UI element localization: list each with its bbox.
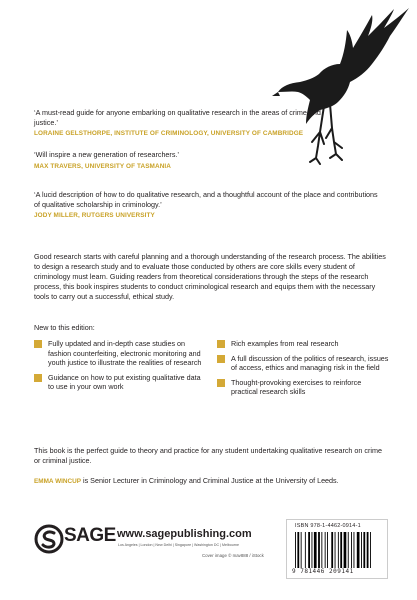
crow-illustration — [272, 6, 412, 166]
barcode-bar — [308, 532, 310, 568]
feature-text: Fully updated and in-depth case studies on fashion counterfeiting, electronic monitoring and youth justice to illustrate the realities of research — [48, 339, 202, 368]
cover-image-credit: Cover image © mav888 / iStock — [202, 553, 264, 558]
feature-text: Rich examples from real research — [231, 339, 339, 348]
feature-item — [217, 354, 389, 373]
barcode-bar — [367, 532, 369, 568]
publisher-website[interactable]: www.sagepublishing.com — [117, 528, 252, 540]
review-quote-1 — [34, 108, 334, 139]
feature-text: Guidance on how to put existing qualitative data to use in your own work — [48, 372, 201, 392]
bullet-square-icon — [217, 379, 225, 387]
barcode-bar — [338, 532, 339, 568]
feature-item — [34, 339, 206, 368]
barcode-bar — [335, 532, 336, 568]
barcode-bar — [344, 532, 347, 568]
barcode-bar — [295, 532, 296, 568]
barcode-bar — [312, 532, 313, 568]
bullet-square-icon — [34, 340, 42, 348]
quote-text: ‘A lucid description of how to do qualitative research, and a thoughtful account of the place and contributions of qualitative scholarship in criminology.’ — [34, 190, 378, 209]
barcode-bar — [314, 532, 317, 568]
feature-item — [217, 378, 389, 397]
barcode-bar — [363, 532, 365, 568]
barcode-bar — [351, 532, 352, 568]
bullet-square-icon — [217, 355, 225, 363]
feature-text: Thought-provoking exercises to reinforce practical research skills — [231, 377, 362, 397]
barcode-bar — [354, 532, 355, 568]
barcode-bar — [301, 532, 302, 568]
quote-attribution: LORAINE GELSTHORPE, INSTITUTE OF CRIMINOLOGY, UNIVERSITY OF CAMBRIDGE — [34, 130, 304, 138]
new-to-edition-heading: New to this edition: — [34, 323, 95, 332]
barcode-bar — [357, 532, 360, 568]
review-quote-2 — [34, 150, 334, 171]
review-quote-3 — [34, 190, 379, 221]
barcode-bar — [327, 532, 328, 568]
barcode-bar — [318, 532, 320, 568]
barcode-bar — [340, 532, 342, 568]
book-description: Good research starts with careful planning and a thorough understanding of the research process. The abilities to design a research study and to evaluate those conducted by others are core skills every student of criminology must learn. Guiding readers from theoretical considerations through the steps of the research process, this book inspires students to conduct criminological research and equips them with the necessary tools to carry out a successful, ethical study. — [34, 252, 386, 301]
barcode-bar — [325, 532, 326, 568]
quote-attribution: MAX TRAVERS, UNIVERSITY OF TASMANIA — [34, 162, 171, 170]
barcode-bar — [305, 532, 306, 568]
quote-attribution: JODY MILLER, RUTGERS UNIVERSITY — [34, 212, 155, 220]
bullet-square-icon — [217, 340, 225, 348]
sage-logo-icon — [34, 524, 64, 554]
feature-text: A full discussion of the politics of research, issues of access, ethics and managing risk in the field — [231, 353, 389, 373]
feature-column-left — [34, 339, 206, 402]
barcode-bar — [348, 532, 349, 568]
feature-item — [34, 373, 206, 392]
feature-item — [217, 339, 389, 349]
quote-text: ‘A must-read guide for anyone embarking on qualitative research in the areas of crime and justice.’ — [34, 108, 321, 127]
barcode-bar — [297, 532, 299, 568]
author-bio-text: is Senior Lecturer in Criminology and Criminal Justice at the University of Leeds. — [80, 476, 339, 485]
quote-text: ‘Will inspire a new generation of researchers.’ — [34, 150, 180, 159]
isbn-text: ISBN 978-1-4462-0914-1 — [295, 523, 361, 529]
feature-column-right — [217, 339, 389, 402]
isbn-barcode — [286, 519, 388, 579]
barcode-digits: 9 781446 209141 — [292, 568, 354, 575]
publisher-name: SAGE — [64, 525, 116, 546]
closing-statement: This book is the perfect guide to theory and practice for any student undertaking qualitative research on crime or criminal justice. — [34, 446, 382, 465]
barcode-bar — [370, 532, 371, 568]
feature-list — [34, 339, 389, 402]
barcode-bar — [331, 532, 333, 568]
bullet-square-icon — [34, 374, 42, 382]
author-name: EMMA WINCUP — [34, 478, 81, 485]
author-bio — [34, 476, 394, 485]
barcode-icon — [295, 532, 379, 568]
barcode-bar — [361, 532, 362, 568]
barcode-bar — [321, 532, 322, 568]
publisher-cities: Los Angeles | London | New Delhi | Singapore | Washington DC | Melbourne — [118, 543, 240, 547]
